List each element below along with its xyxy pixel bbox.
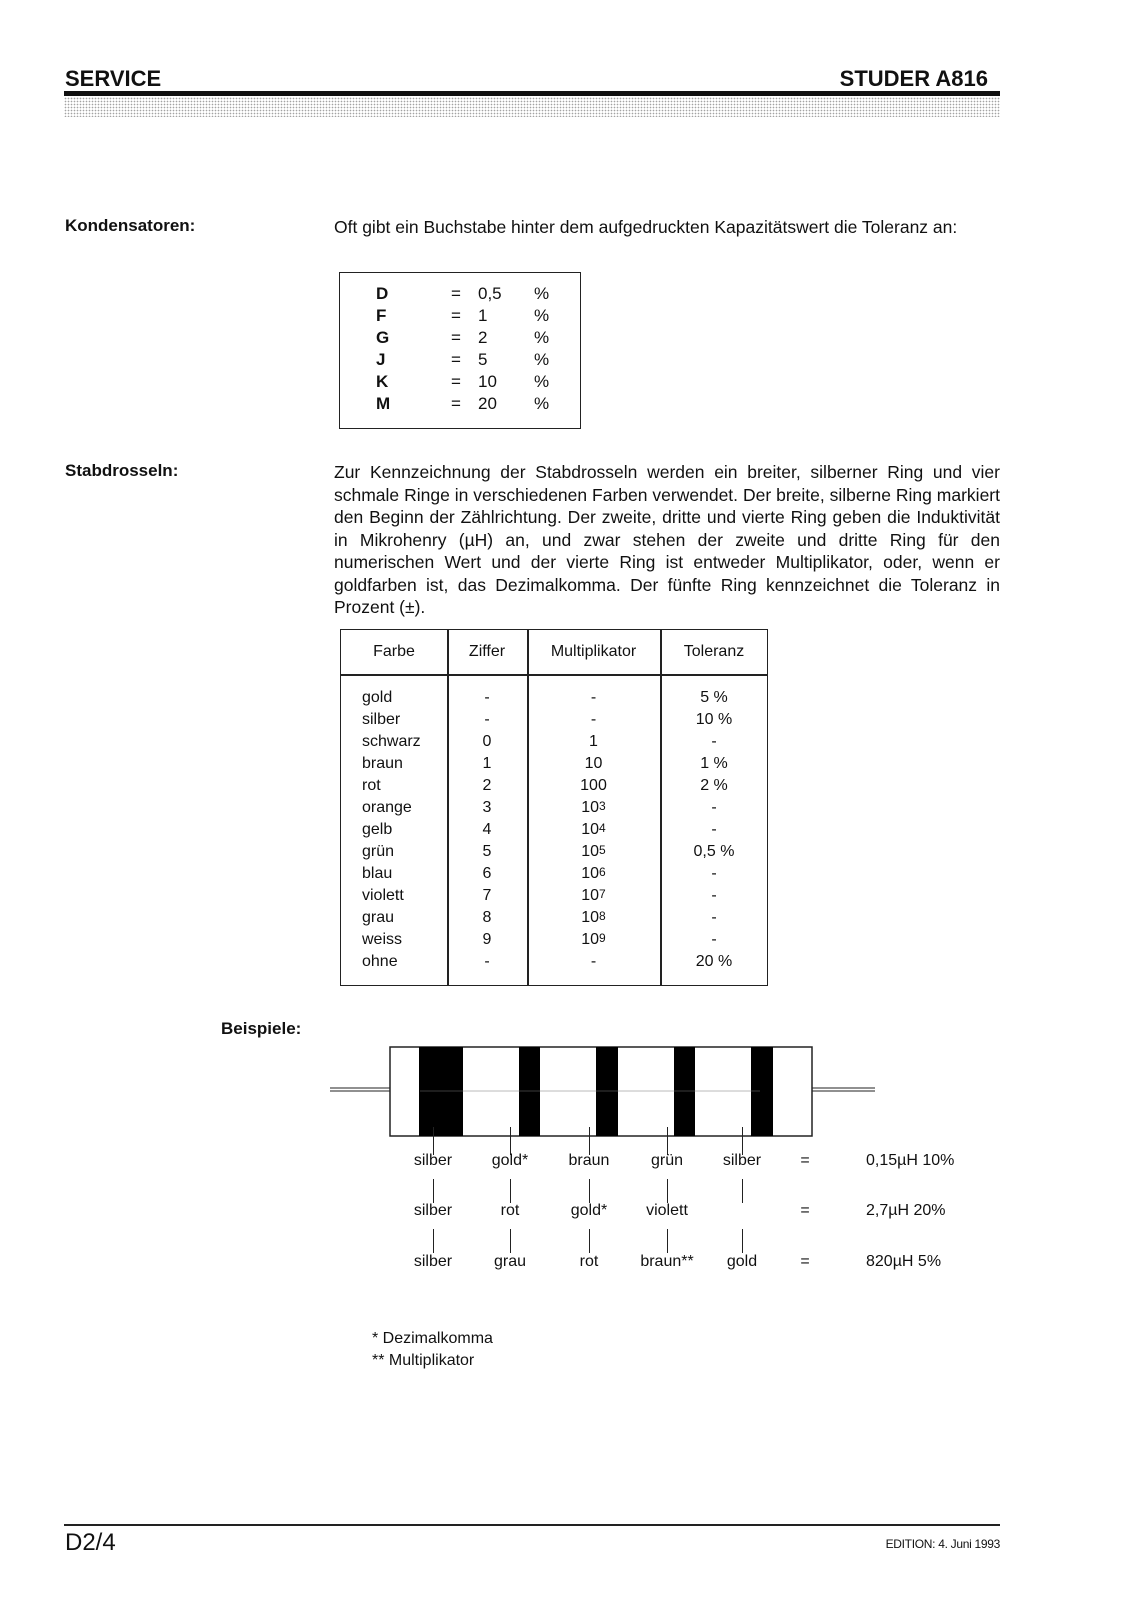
multiplier-base: 10: [581, 887, 600, 904]
cell-ziffer: 8: [482, 909, 492, 926]
ring-1-wide: [419, 1047, 463, 1136]
multiplier-exponent: 5: [599, 843, 606, 857]
multiplier-exponent: 8: [599, 909, 606, 923]
ring-connector: [589, 1179, 590, 1203]
multiplier-base: -: [590, 689, 597, 706]
cell-multiplikator: [527, 931, 660, 949]
cell-toleranz: -: [711, 733, 717, 750]
tolerance-letter: D: [376, 284, 389, 303]
tolerance-letter: G: [376, 328, 390, 347]
multiplier-exponent: 4: [599, 821, 606, 835]
multiplier-exponent: 3: [599, 799, 606, 813]
tolerance-equals: =: [451, 284, 461, 303]
ring-connector: [667, 1229, 668, 1253]
table-row: [341, 777, 767, 799]
cell-multiplikator: [527, 799, 660, 817]
cell-toleranz: -: [711, 821, 717, 838]
tolerance-unit: %: [534, 306, 550, 325]
stabdrosseln-text: Zur Kennzeichnung der Stabdrosseln werden ein breiter, silberner Ring und vier schmale Ringe in verschiedenen Farben verwendet. Der breite, silberne Ring markiert den Beginn der Zählrichtung. Der zweite, dritte und vierte Ring geben die Induktivität in Mikrohenry (µH) an, und zwar stehen der zweite und dritte Ring für den numerischen Wert und der vierte Ring ist entweder Multiplikator, oder, wenn er goldfarben ist, das Dezimalkomma. Der fünfte Ring kennzeichnet die Toleranz in Prozent (±).: [334, 462, 1000, 617]
cell-toleranz: -: [711, 909, 717, 926]
example-ring-color: silber: [722, 1152, 762, 1169]
ring-connector: [589, 1229, 590, 1253]
example-row: [0, 1202, 1133, 1222]
color-code-table: [340, 629, 768, 986]
footnote-multiplier: ** Multiplikator: [372, 1352, 475, 1369]
tolerance-unit: %: [534, 350, 550, 369]
column-header-farbe: Farbe: [373, 643, 415, 660]
example-ring-color: grau: [493, 1253, 527, 1270]
cell-toleranz: 5 %: [700, 689, 728, 706]
cell-farbe: gelb: [362, 821, 393, 838]
tolerance-unit: %: [534, 372, 550, 391]
cell-multiplikator: [527, 689, 660, 707]
cell-ziffer: 9: [482, 931, 492, 948]
multiplier-exponent: 7: [599, 887, 606, 901]
ring-5: [751, 1047, 773, 1136]
ring-connector: [667, 1127, 668, 1155]
example-row: [0, 1253, 1133, 1273]
cell-multiplikator: [527, 865, 660, 883]
table-header-rule: [341, 674, 767, 676]
example-result: 2,7µH 20%: [866, 1202, 946, 1219]
cell-farbe: grün: [362, 843, 395, 860]
cell-toleranz: -: [711, 865, 717, 882]
ring-3: [596, 1047, 618, 1136]
inductor-diagram: [330, 1045, 880, 1145]
tolerance-equals: =: [451, 306, 461, 325]
header-section-title: SERVICE: [65, 66, 162, 91]
cell-farbe: gold: [362, 689, 393, 706]
tolerance-letter: F: [376, 306, 387, 325]
multiplier-base: 10: [581, 821, 600, 838]
tolerance-value: 10: [478, 372, 497, 391]
cell-toleranz: 20 %: [695, 953, 733, 970]
ring-2: [519, 1047, 540, 1136]
example-ring-color: silber: [413, 1202, 453, 1219]
ring-connector: [667, 1179, 668, 1203]
multiplier-base: 10: [581, 799, 600, 816]
tolerance-equals: =: [451, 394, 461, 413]
cell-multiplikator: [527, 755, 660, 773]
cell-ziffer: 1: [482, 755, 492, 772]
header-dotted-band: [64, 97, 1000, 117]
multiplier-exponent: 9: [599, 931, 606, 945]
table-row: [341, 755, 767, 777]
cell-multiplikator: [527, 711, 660, 729]
cell-ziffer: 3: [482, 799, 492, 816]
cell-multiplikator: [527, 733, 660, 751]
tolerance-equals: =: [451, 328, 461, 347]
example-ring-color: gold*: [570, 1202, 608, 1219]
cell-ziffer: -: [484, 953, 490, 970]
multiplier-base: 1: [589, 733, 598, 750]
multiplier-base: 100: [580, 777, 607, 794]
tolerance-value: 20: [478, 394, 497, 413]
lead-right: [812, 1088, 875, 1091]
table-row: [341, 931, 767, 953]
cell-ziffer: -: [484, 689, 490, 706]
example-equals: =: [800, 1202, 810, 1219]
cell-farbe: rot: [362, 777, 381, 794]
ring-connector: [433, 1229, 434, 1253]
cell-toleranz: 0,5 %: [693, 843, 735, 860]
example-result: 0,15µH 10%: [866, 1152, 955, 1169]
tolerance-unit: %: [534, 284, 550, 303]
table-row: [341, 689, 767, 711]
example-ring-color: rot: [579, 1253, 599, 1270]
ring-connector: [510, 1179, 511, 1203]
kondensatoren-label: Kondensatoren:: [65, 216, 196, 235]
example-ring-color: gold*: [491, 1152, 529, 1169]
tolerance-equals: =: [451, 372, 461, 391]
ring-4: [674, 1047, 695, 1136]
tolerance-value: 1: [478, 306, 488, 325]
tolerance-value: 5: [478, 350, 488, 369]
cell-toleranz: 2 %: [700, 777, 728, 794]
table-row: [341, 733, 767, 755]
cell-ziffer: 5: [482, 843, 492, 860]
cell-multiplikator: [527, 777, 660, 795]
cell-multiplikator: [527, 909, 660, 927]
beispiele-label: Beispiele:: [221, 1019, 302, 1038]
example-ring-color: rot: [500, 1202, 520, 1219]
cell-farbe: blau: [362, 865, 393, 882]
example-ring-color: braun: [568, 1152, 610, 1169]
example-row: [0, 1152, 1133, 1172]
table-row: [341, 821, 767, 843]
cell-ziffer: 0: [482, 733, 492, 750]
tolerance-letter: K: [376, 372, 389, 391]
table-row: [341, 711, 767, 733]
column-header-toleranz: Toleranz: [683, 643, 745, 660]
multiplier-base: -: [590, 953, 597, 970]
multiplier-exponent: 6: [599, 865, 606, 879]
example-ring-color: silber: [413, 1253, 453, 1270]
ring-connector: [433, 1127, 434, 1155]
cell-farbe: ohne: [362, 953, 398, 970]
cell-toleranz: -: [711, 887, 717, 904]
multiplier-base: 10: [584, 755, 603, 772]
cell-farbe: violett: [362, 887, 404, 904]
cell-farbe: braun: [362, 755, 403, 772]
table-row: [341, 799, 767, 821]
tolerance-code-box: [339, 272, 581, 429]
cell-ziffer: 2: [482, 777, 492, 794]
cell-farbe: weiss: [362, 931, 403, 948]
example-ring-color: silber: [413, 1152, 453, 1169]
footer-rule: [64, 1524, 1000, 1526]
example-ring-color: violett: [646, 1202, 688, 1219]
multiplier-base: -: [590, 711, 597, 728]
ring-connector: [510, 1229, 511, 1253]
header-rule: [64, 91, 1000, 96]
multiplier-base: 10: [581, 843, 600, 860]
table-row: [341, 865, 767, 887]
table-row: [341, 887, 767, 909]
cell-multiplikator: [527, 843, 660, 861]
tolerance-value: 2: [478, 328, 488, 347]
cell-ziffer: 6: [482, 865, 492, 882]
cell-ziffer: -: [484, 711, 490, 728]
ring-connector: [742, 1229, 743, 1253]
example-ring-color: braun**: [640, 1253, 694, 1270]
example-ring-color: grün: [650, 1152, 684, 1169]
cell-multiplikator: [527, 887, 660, 905]
ring-connector: [589, 1127, 590, 1155]
tolerance-unit: %: [534, 394, 550, 413]
footnote-decimal: * Dezimalkomma: [372, 1330, 493, 1347]
cell-farbe: schwarz: [362, 733, 421, 750]
example-equals: =: [800, 1152, 810, 1169]
tolerance-letter: M: [376, 394, 391, 413]
example-result: 820µH 5%: [866, 1253, 942, 1270]
cell-multiplikator: [527, 821, 660, 839]
cell-farbe: grau: [362, 909, 395, 926]
cell-toleranz: -: [711, 931, 717, 948]
kondensatoren-text: Oft gibt ein Buchstabe hinter dem aufgedruckten Kapazitätswert die Toleranz an:: [334, 217, 958, 237]
multiplier-base: 10: [581, 865, 600, 882]
cell-toleranz: -: [711, 799, 717, 816]
cell-farbe: silber: [362, 711, 401, 728]
cell-multiplikator: [527, 953, 660, 971]
ring-connector: [742, 1127, 743, 1155]
page-number: D2/4: [65, 1529, 116, 1556]
table-row: [341, 843, 767, 865]
table-row: [341, 953, 767, 975]
cell-farbe: orange: [362, 799, 412, 816]
multiplier-base: 10: [581, 909, 600, 926]
edition-date: EDITION: 4. Juni 1993: [885, 1537, 1000, 1551]
header-product-name: STUDER A816: [839, 66, 988, 91]
multiplier-base: 10: [581, 931, 600, 948]
tolerance-unit: %: [534, 328, 550, 347]
column-header-ziffer: Ziffer: [468, 643, 506, 660]
stabdrosseln-label: Stabdrosseln:: [65, 461, 179, 480]
ring-connector: [510, 1127, 511, 1155]
tolerance-letter: J: [376, 350, 386, 369]
ring-connector: [742, 1179, 743, 1203]
example-ring-color: gold: [726, 1253, 758, 1270]
cell-ziffer: 4: [482, 821, 492, 838]
lead-left: [330, 1088, 390, 1091]
cell-ziffer: 7: [482, 887, 492, 904]
table-row: [341, 909, 767, 931]
cell-toleranz: 1 %: [700, 755, 728, 772]
ring-connector: [433, 1179, 434, 1203]
tolerance-equals: =: [451, 350, 461, 369]
column-header-multiplikator: Multiplikator: [550, 643, 637, 660]
cell-toleranz: 10 %: [695, 711, 733, 728]
example-equals: =: [800, 1253, 810, 1270]
tolerance-value: 0,5: [478, 284, 502, 303]
